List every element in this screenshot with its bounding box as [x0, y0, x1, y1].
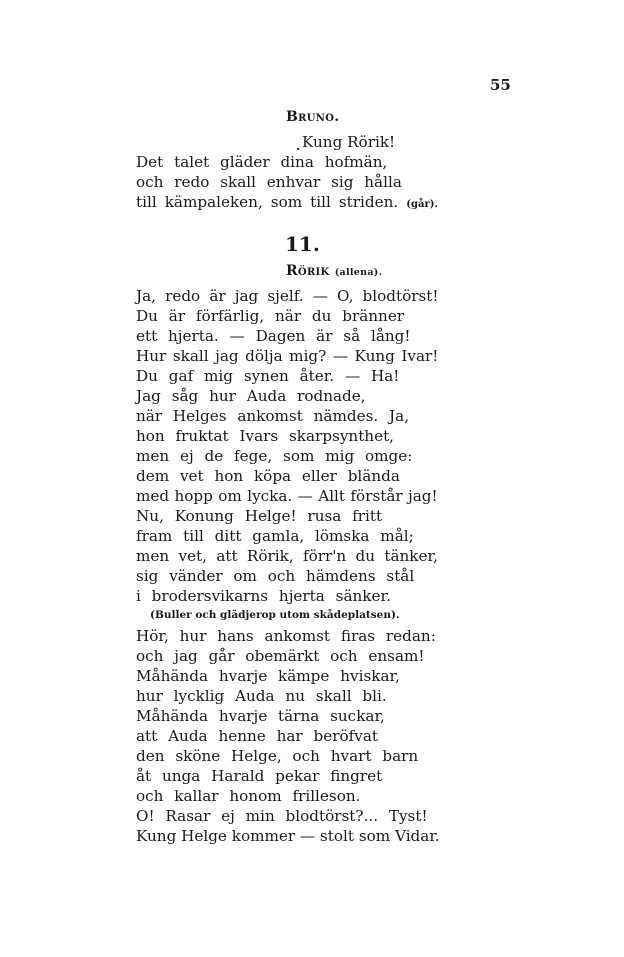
verse-line: att Auda henne har beröfvat: [136, 727, 378, 745]
verse-line: Det talet gläder dina hofmän,: [136, 153, 388, 171]
verse-line: Måhända hvarje kämpe hviskar,: [136, 667, 400, 685]
verse-line: hur lycklig Auda nu skall bli.: [136, 687, 387, 705]
verse-line: dem vet hon köpa eller blända: [136, 467, 400, 485]
verse-line: när Helges ankomst nämdes. Ja,: [136, 407, 410, 425]
verse-line: Nu, Konung Helge! rusa fritt: [136, 507, 383, 525]
speaker-note: (allena).: [334, 267, 383, 278]
verse-line: Jag såg hur Auda rodnade,: [136, 387, 366, 405]
verse-line: den sköne Helge, och hvart barn: [136, 747, 419, 765]
verse-line: Du är förfärlig, när du bränner: [136, 307, 405, 325]
verse-line: och redo skall enhvar sig hålla: [136, 173, 402, 191]
dot-mark: .: [296, 139, 301, 153]
verse-text: till kämpaleken, som till striden.: [136, 193, 399, 211]
speaker-bruno: Bruno.: [286, 109, 340, 125]
verse-line: O! Rasar ej min blodtörst?... Tyst!: [136, 807, 428, 825]
verse-line: Kung Rörik!: [302, 133, 396, 151]
scene-number: 11.: [285, 232, 320, 256]
verse-line: Kung Helge kommer — stolt som Vidar.: [136, 827, 440, 845]
verse-line: [136, 195, 438, 210]
verse-line: åt unga Harald pekar fingret: [136, 767, 383, 785]
verse-line: Du gaf mig synen åter. — Ha!: [136, 367, 400, 385]
verse-line: ett hjerta. — Dagen är så lång!: [136, 327, 411, 345]
speaker-name: Rörik: [286, 263, 330, 279]
verse-line: men vet, att Rörik, förr'n du tänker,: [136, 547, 438, 565]
verse-line: Hör, hur hans ankomst firas redan:: [136, 627, 436, 645]
speaker-rorik: [286, 263, 382, 279]
verse-line: i brodersvikarns hjerta sänker.: [136, 587, 391, 605]
verse-line: och jag går obemärkt och ensam!: [136, 647, 425, 665]
verse-line: men ej de fege, som mig omge:: [136, 447, 413, 465]
verse-line: Ja, redo är jag sjelf. — O, blodtörst!: [136, 287, 439, 305]
exit-note: (går).: [406, 199, 438, 210]
verse-line: sig vänder om och hämdens stål: [136, 567, 415, 585]
verse-line: fram till ditt gamla, lömska mål;: [136, 527, 414, 545]
verse-line: med hopp om lycka. — Allt förstår jag!: [136, 487, 438, 505]
verse-line: och kallar honom frilleson.: [136, 787, 361, 805]
page-number: 55: [490, 76, 511, 94]
verse-line: hon fruktat Ivars skarpsynthet,: [136, 427, 394, 445]
verse-line: Hur skall jag dölja mig? — Kung Ivar!: [136, 347, 439, 365]
stage-direction: (Buller och glädjerop utom skådeplatsen).: [150, 609, 400, 621]
verse-line: Måhända hvarje tärna suckar,: [136, 707, 385, 725]
